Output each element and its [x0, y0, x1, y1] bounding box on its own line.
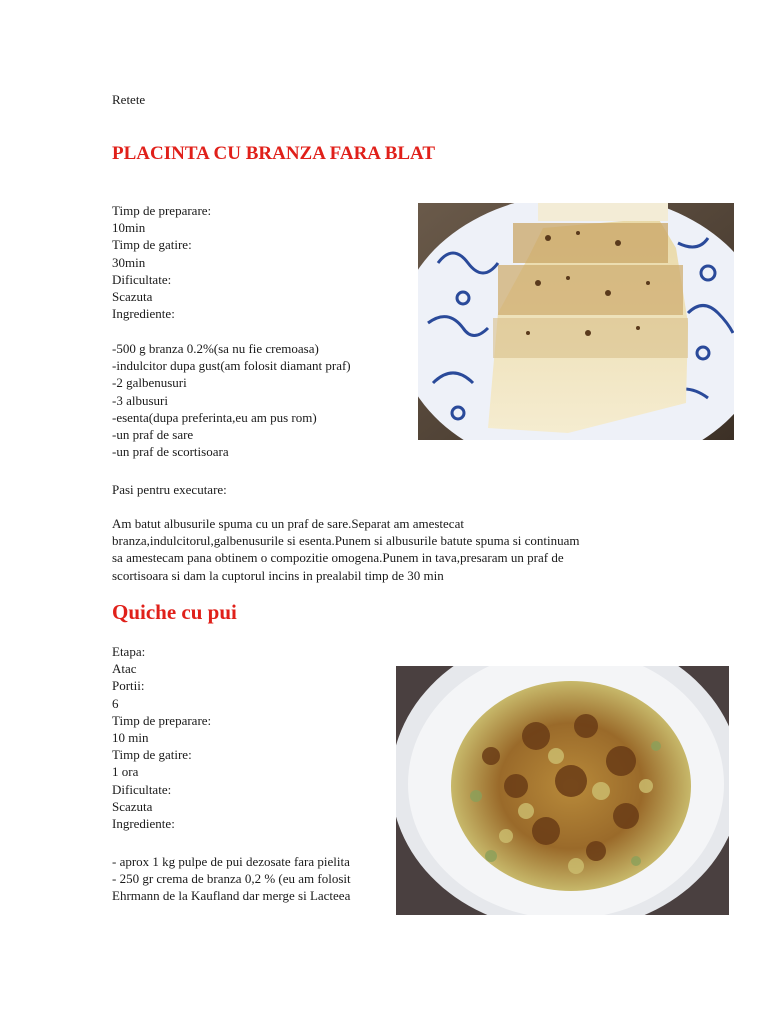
recipe-meta	[112, 202, 211, 322]
meta-line: Timp de gatire:	[112, 747, 192, 763]
meta-line: Dificultate:	[112, 781, 172, 797]
steps-line: Am batut albusurile spuma cu un praf de sare.Separat am amestecat	[112, 516, 464, 531]
meta-line: Atac	[112, 661, 137, 677]
ingredient-item: -500 g branza 0.2%(sa nu fie cremoasa)	[112, 341, 319, 356]
meta-line: Scazuta	[112, 289, 153, 305]
meta-line: Scazuta	[112, 798, 153, 814]
meta-line: 30min	[112, 254, 146, 270]
ingredient-item: -2 galbenusuri	[112, 375, 187, 391]
meta-line: Timp de preparare:	[112, 203, 212, 218]
chicken-quiche-photo	[396, 666, 729, 915]
recipe-title: PLACINTA CU BRANZA FARA BLAT	[112, 143, 436, 164]
ingredient-item: - aprox 1 kg pulpe de pui dezosate fara pielita	[112, 854, 350, 869]
steps-heading: Pasi pentru executare:	[112, 482, 227, 497]
document-header: Retete	[112, 92, 146, 107]
ingredient-item: -esenta(dupa preferinta,eu am pus rom)	[112, 409, 317, 425]
ingredient-item: Ehrmann de la Kaufland dar merge si Lacteea	[112, 888, 351, 904]
ingredient-list	[112, 853, 351, 905]
ingredient-item: - 250 gr crema de branza 0,2 % (eu am folosit	[112, 871, 351, 887]
meta-line: Ingrediente:	[112, 816, 175, 832]
meta-line: 1 ora	[112, 764, 139, 780]
meta-line: 10 min	[112, 730, 149, 746]
meta-line: Timp de preparare:	[112, 712, 212, 728]
meta-line: Timp de gatire:	[112, 237, 192, 253]
steps-line: scortisoara si dam la cuptorul incins in prealabil timp de 30 min	[112, 567, 444, 583]
ingredient-item: -3 albusuri	[112, 392, 168, 408]
cheese-pie-photo	[418, 203, 734, 440]
ingredient-list	[112, 340, 351, 460]
ingredient-item: -un praf de scortisoara	[112, 444, 229, 460]
steps-line: sa amestecam pana obtinem o compozitie omogena.Punem in tava,presaram un praf de	[112, 550, 564, 566]
meta-line: Portii:	[112, 678, 145, 694]
ingredient-item: -indulcitor dupa gust(am folosit diamant praf)	[112, 358, 351, 374]
steps-line: branza,indulcitorul,galbenusurile si esenta.Punem si albusurile batute spuma si continuam	[112, 533, 580, 549]
recipe-title: Quiche cu pui	[112, 600, 237, 624]
recipe-meta	[112, 643, 211, 832]
steps-paragraph	[112, 515, 642, 584]
meta-line: Dificultate:	[112, 271, 172, 287]
meta-line: 6	[112, 695, 119, 711]
meta-line: 10min	[112, 220, 146, 236]
ingredient-item: -un praf de sare	[112, 427, 194, 443]
meta-line: Etapa:	[112, 644, 146, 659]
meta-line: Ingrediente:	[112, 306, 175, 322]
